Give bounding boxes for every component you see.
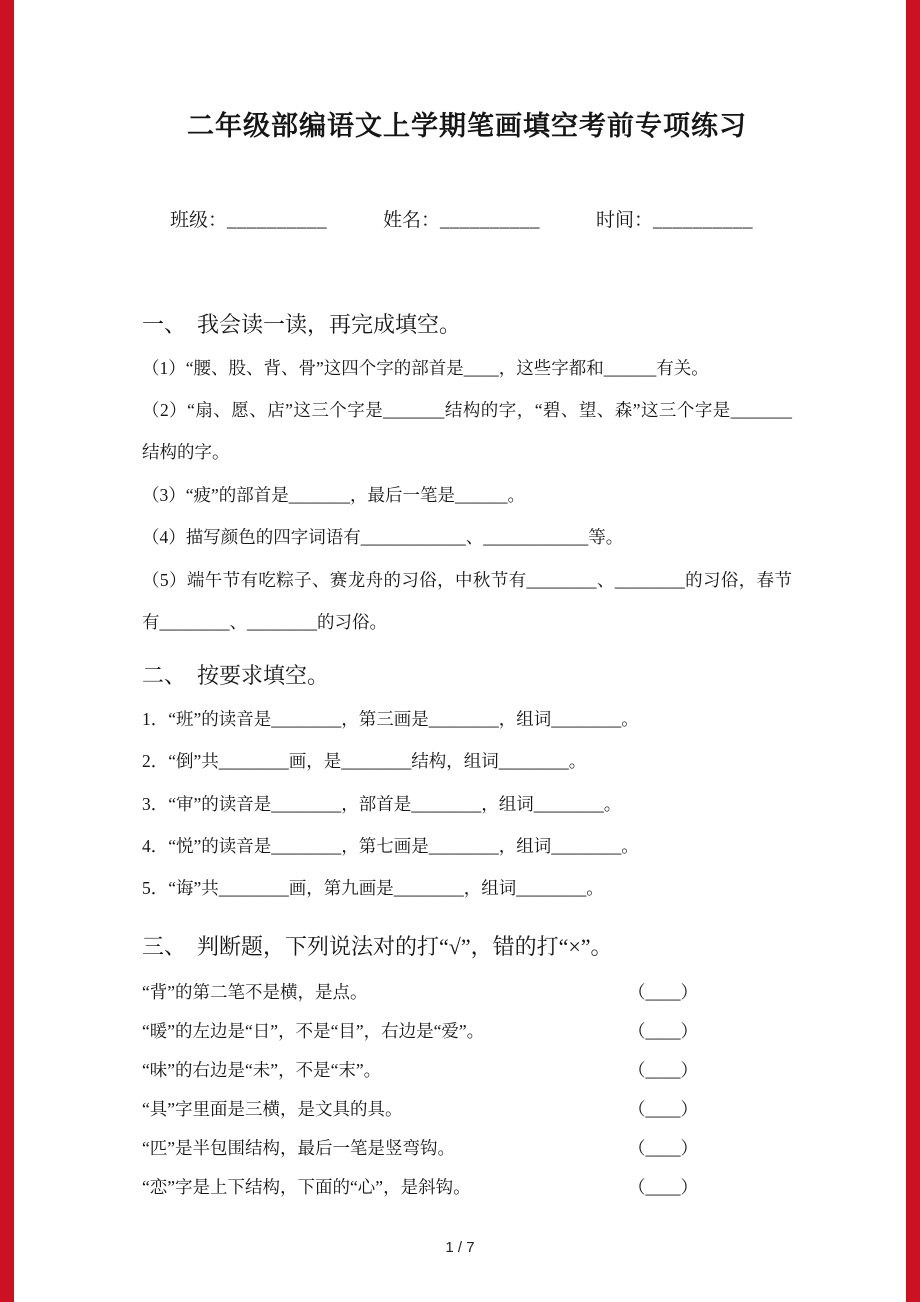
question-item: （5）端午节有吃粽子、赛龙舟的习俗，中秋节有________、________的习俗，春节有________、________的习俗。 xyxy=(142,569,792,632)
class-label: 班级： xyxy=(170,210,228,231)
answer-bracket: （____） xyxy=(628,1138,698,1159)
answer-bracket: （____） xyxy=(628,1059,698,1080)
section3-questions xyxy=(142,973,792,1208)
time-label: 时间： xyxy=(596,210,654,231)
section-fill-as-required xyxy=(142,661,792,910)
page-number: 1 / 7 xyxy=(445,1239,475,1256)
judgement-text: “味”的右边是“未”，不是“末”。 xyxy=(142,1059,382,1080)
student-info-form xyxy=(142,205,792,232)
judgement-text: “背”的第二笔不是横，是点。 xyxy=(142,981,368,1002)
time-blank: __________ xyxy=(653,210,754,231)
name-blank: __________ xyxy=(440,210,541,231)
question-item: （3）“疲”的部首是_______，最后一笔是______。 xyxy=(142,484,526,505)
judgement-item xyxy=(142,1012,698,1051)
section1-questions xyxy=(142,347,792,643)
judgement-text: “暖”的左边是“日”，不是“目”，右边是“爱”。 xyxy=(142,1020,485,1041)
judgement-item xyxy=(142,973,698,1012)
judgement-item xyxy=(142,1090,698,1129)
name-field xyxy=(383,205,540,232)
class-blank: __________ xyxy=(227,210,328,231)
question-item: 4．“悦”的读音是________，第七画是________，组词________。 xyxy=(142,836,639,857)
name-label: 姓名： xyxy=(383,210,441,231)
answer-bracket: （____） xyxy=(628,981,698,1002)
question-item: 1．“班”的读音是________，第三画是________，组词________。 xyxy=(142,709,639,729)
section-reading-fill xyxy=(142,310,792,643)
judgement-text: “具”字里面是三横，是文具的具。 xyxy=(142,1099,403,1120)
section2-questions xyxy=(142,698,792,910)
judgement-text: “恋”字是上下结构，下面的“心”，是斜钩。 xyxy=(142,1177,471,1198)
answer-bracket: （____） xyxy=(628,1020,698,1041)
question-item: （4）描写颜色的四字词语有____________、____________等。 xyxy=(142,527,624,548)
answer-bracket: （____） xyxy=(628,1177,698,1198)
time-field xyxy=(596,205,753,232)
section2-heading: 二、 按要求填空。 xyxy=(142,663,330,689)
answer-bracket: （____） xyxy=(628,1099,698,1120)
section-true-false xyxy=(142,932,792,1208)
section1-heading: 一、 我会读一读，再完成填空。 xyxy=(142,312,462,337)
question-item: 2．“倒”共________画，是________结构，组词________。 xyxy=(142,751,587,772)
page-title: 二年级部编语文上学期笔画填空考前专项练习 xyxy=(187,111,747,141)
class-field xyxy=(170,205,327,232)
judgement-item xyxy=(142,1168,698,1207)
judgement-item xyxy=(142,1129,698,1168)
section3-heading: 三、 判断题，下列说法对的打“√”，错的打“×”。 xyxy=(142,933,613,959)
judgement-text: “匹”是半包围结构，最后一笔是竖弯钩。 xyxy=(142,1138,456,1159)
question-item: （2）“扇、愿、店”这三个字是_______结构的字，“碧、望、森”这三个字是_______结构的字。 xyxy=(142,400,792,463)
judgement-item xyxy=(142,1051,698,1090)
question-item: （1）“腰、股、背、骨”这四个字的部首是____，这些字都和______有关。 xyxy=(142,357,709,378)
question-item: 3．“审”的读音是________，部首是________，组词________。 xyxy=(142,793,622,814)
question-item: 5．“诲”共________画，第九画是________，组词________。 xyxy=(142,878,604,899)
